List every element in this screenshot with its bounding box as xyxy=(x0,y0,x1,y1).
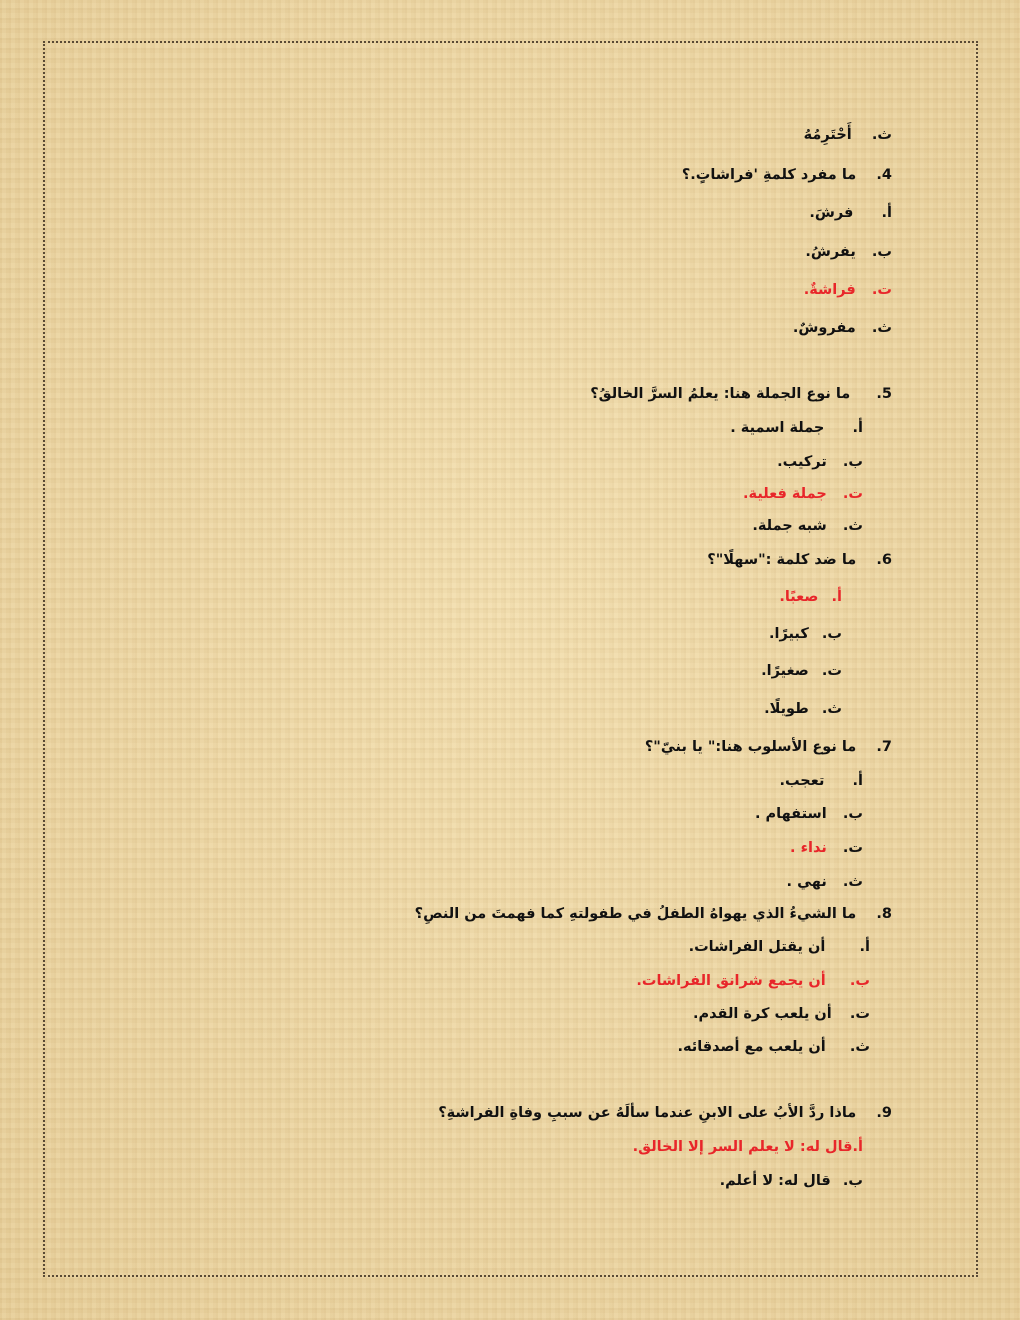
answer-option-a xyxy=(779,771,863,791)
option-marker: أ. xyxy=(831,589,842,605)
answer-option-b xyxy=(777,452,863,472)
option-marker: ب. xyxy=(842,806,863,822)
option-text: أن يقتل الفراشات. xyxy=(688,939,826,955)
answer-option-t xyxy=(693,1004,870,1024)
option-marker: ب. xyxy=(871,244,892,260)
answer-option-a-correct xyxy=(779,587,842,607)
option-marker: أ. xyxy=(852,773,863,789)
question-number: 7. xyxy=(876,739,892,755)
option-marker: أ. xyxy=(859,939,870,955)
option-text: أن يجمع شرانق الفراشات. xyxy=(636,973,826,989)
option-marker: ث. xyxy=(871,127,892,143)
question-text: ما الشيءُ الذي يهواهُ الطفلُ في طفولتهِ كما فهمتَ من النصِ؟ xyxy=(414,906,857,922)
answer-option-th xyxy=(677,1037,870,1057)
answer-option-t-correct xyxy=(804,280,892,300)
question-text: ما ضد كلمة :"سهلًا"؟ xyxy=(707,552,857,568)
option-marker: أ. xyxy=(852,420,863,436)
option-marker: ث. xyxy=(871,320,892,336)
option-text: نداء . xyxy=(790,840,827,856)
option-text: تعجب. xyxy=(779,773,825,789)
option-marker: ت. xyxy=(842,840,863,856)
option-text: مفروشٌ. xyxy=(792,320,856,336)
option-text: كبيرًا. xyxy=(769,626,809,642)
option-marker: ث. xyxy=(842,518,863,534)
answer-option-th xyxy=(752,516,863,536)
option-marker: ث. xyxy=(842,874,863,890)
question-number: 4. xyxy=(876,167,892,183)
option-marker: ث. xyxy=(821,701,842,717)
option-text: فراشةٌ. xyxy=(803,282,856,298)
option-text: طويلًا. xyxy=(764,701,809,717)
option-marker: ب. xyxy=(842,1173,863,1189)
answer-option-a xyxy=(730,418,863,438)
option-marker: ب. xyxy=(821,626,842,642)
answer-option-a xyxy=(689,937,870,957)
option-marker: ت. xyxy=(871,282,892,298)
option-text: فرشَ. xyxy=(809,205,854,221)
option-text: أن يلعب كرة القدم. xyxy=(693,1006,832,1022)
option-marker: ت. xyxy=(821,663,842,679)
option-text: نهي . xyxy=(786,874,827,890)
question-7 xyxy=(645,737,892,757)
answer-option-th xyxy=(764,699,842,719)
question-text: ماذا ردَّ الأبُ على الابنِ عندما سألَهُ عن سببِ وفاةِ الفراشةِ؟ xyxy=(438,1105,857,1121)
option-text: يفرشُ. xyxy=(805,244,856,260)
question-4 xyxy=(682,165,892,185)
question-6 xyxy=(707,550,892,570)
answer-option-b xyxy=(755,804,863,824)
question-text: ما مفرد كلمةِ 'فراشاتٍ.؟ xyxy=(681,167,857,183)
answer-option-th xyxy=(787,872,863,892)
question-number: 5. xyxy=(876,386,892,402)
answer-option-t-correct xyxy=(743,484,863,504)
option-marker: ب. xyxy=(842,454,863,470)
option-text: أَحْتَرِمُهُ xyxy=(803,127,852,143)
option-text: قال له: لا يعلم السر إلا الخالق. xyxy=(632,1139,853,1155)
option-marker: أ. xyxy=(881,205,892,221)
answer-option-t xyxy=(761,661,842,681)
option-text: قال له: لا أعلم. xyxy=(719,1173,831,1189)
answer-option-b-correct xyxy=(636,971,870,991)
question-8 xyxy=(415,904,892,924)
question-5 xyxy=(590,384,892,404)
question-text: ما نوع الأسلوب هنا:" يا بنيّ"؟ xyxy=(644,739,857,755)
question-number: 9. xyxy=(876,1105,892,1121)
answer-option-a-correct xyxy=(633,1137,863,1157)
answer-option-t-correct xyxy=(790,838,863,858)
option-marker: ب. xyxy=(849,973,870,989)
option-text: أن يلعب مع أصدقائه. xyxy=(677,1039,826,1055)
answer-option-th xyxy=(804,125,892,145)
page-border xyxy=(43,41,978,1277)
option-text: صغيرًا. xyxy=(761,663,809,679)
answer-option-th xyxy=(793,318,892,338)
question-9 xyxy=(438,1103,892,1123)
option-marker: ت. xyxy=(849,1006,870,1022)
answer-option-a xyxy=(809,203,892,223)
question-text: ما نوع الجملة هنا: يعلمُ السرَّ الخالقُ؟ xyxy=(590,386,851,402)
question-number: 6. xyxy=(876,552,892,568)
option-text: صعبًا. xyxy=(779,589,819,605)
option-marker: ث. xyxy=(849,1039,870,1055)
answer-option-b xyxy=(769,624,842,644)
option-text: تركيب. xyxy=(777,454,827,470)
option-marker: أ. xyxy=(852,1139,863,1155)
option-text: جملة فعلية. xyxy=(743,486,827,502)
option-text: استفهام . xyxy=(754,806,827,822)
answer-option-b xyxy=(805,242,892,262)
option-text: جملة اسمية . xyxy=(730,420,825,436)
question-number: 8. xyxy=(876,906,892,922)
option-marker: ت. xyxy=(842,486,863,502)
answer-option-b xyxy=(720,1171,863,1191)
option-text: شبه جملة. xyxy=(752,518,827,534)
